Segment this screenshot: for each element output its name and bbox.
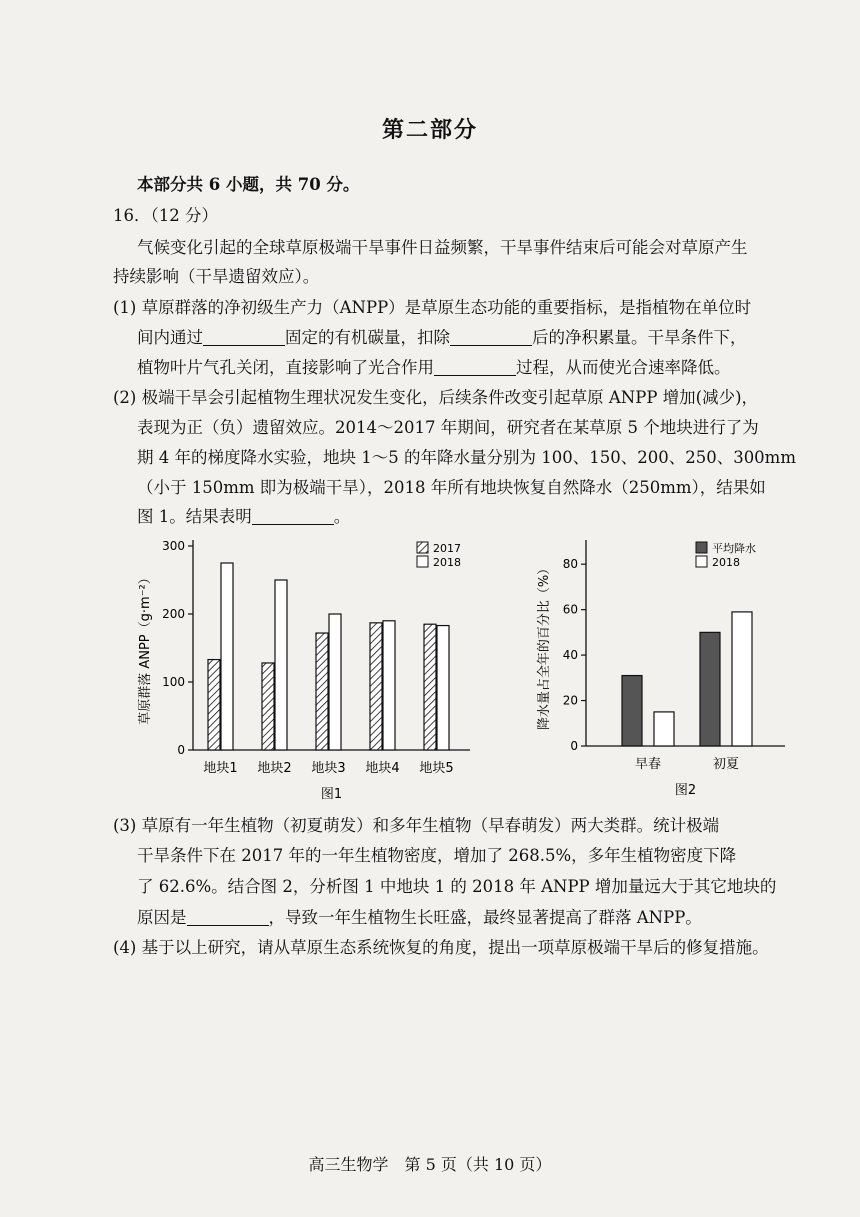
legend-label-平均降水: 平均降水 bbox=[712, 542, 756, 555]
y-axis-label: 降水量占全年的百分比（%） bbox=[537, 561, 552, 731]
part3-text-a: 原因是 bbox=[137, 908, 187, 927]
y-tick-label: 200 bbox=[162, 607, 185, 621]
bar-平均降水-早春 bbox=[622, 676, 642, 746]
bar-2018-地块1 bbox=[221, 563, 233, 750]
part3-line-3: 了 62.6%。结合图 2，分析图 1 中地块 1 的 2018 年 ANPP 增加量远大于其它地块的 bbox=[137, 877, 777, 896]
x-tick-label: 早春 bbox=[634, 757, 662, 772]
section-title: 第二部分 bbox=[381, 117, 478, 143]
x-tick-label: 地块5 bbox=[419, 761, 454, 776]
y-tick-label: 40 bbox=[562, 648, 578, 663]
bar-2018-地块5 bbox=[437, 626, 449, 750]
bar-2017-地块2 bbox=[262, 663, 274, 750]
part2-line-1: (2) 极端干旱会引起植物生理状况发生变化，后续条件改变引起草原 ANPP 增加(减少)， bbox=[113, 388, 759, 407]
intro-line-1: 气候变化引起的全球草原极端干旱事件日益频繁，干旱事件结束后可能会对草原产生 bbox=[137, 238, 748, 257]
bar-2018-早春 bbox=[654, 712, 674, 746]
legend-label-2018: 2018 bbox=[433, 556, 461, 569]
part1-text-a: 间内通过 bbox=[137, 328, 203, 347]
part4-line-1: (4) 基于以上研究，请从草原生态系统恢复的角度，提出一项草原极端干旱后的修复措施。 bbox=[113, 938, 769, 957]
x-tick-label: 初夏 bbox=[712, 757, 740, 772]
section-intro: 本部分共 6 小题，共 70 分。 bbox=[137, 175, 360, 194]
x-tick-label: 地块2 bbox=[257, 761, 292, 776]
bar-2018-地块2 bbox=[275, 580, 287, 750]
bar-2017-地块5 bbox=[424, 624, 436, 750]
bar-2017-地块1 bbox=[208, 660, 220, 750]
bar-2018-地块3 bbox=[329, 614, 341, 750]
x-tick-label: 地块4 bbox=[365, 761, 400, 776]
legend-label-2017: 2017 bbox=[433, 542, 461, 555]
legend-swatch-2017 bbox=[417, 542, 428, 553]
figure-title: 图1 bbox=[320, 787, 343, 802]
part1-text-e: 过程，从而使光合速率降低。 bbox=[516, 358, 731, 377]
y-tick-label: 20 bbox=[562, 693, 578, 708]
answer-blank-4[interactable] bbox=[252, 506, 334, 525]
answer-blank-1[interactable] bbox=[203, 327, 285, 346]
legend-label-2018: 2018 bbox=[712, 556, 740, 569]
part3-text-b: ，导致一年生植物生长旺盛，最终显著提高了群落 ANPP。 bbox=[268, 908, 702, 927]
figure-title: 图2 bbox=[674, 783, 697, 798]
part1-line-1: (1) 草原群落的净初级生产力（ANPP）是草原生态功能的重要指标，是指植物在单位时 bbox=[113, 298, 752, 317]
bar-2017-地块3 bbox=[316, 633, 328, 750]
part2-line-3: 期 4 年的梯度降水实验，地块 1～5 的年降水量分别为 100、150、200、250、300mm bbox=[137, 448, 796, 467]
y-tick-label: 0 bbox=[177, 743, 185, 757]
y-tick-label: 100 bbox=[162, 675, 185, 689]
intro-line-2: 持续影响（干旱遗留效应）。 bbox=[113, 267, 320, 286]
y-tick-label: 60 bbox=[562, 602, 578, 617]
part1-text-b: 固定的有机碳量，扣除 bbox=[285, 328, 450, 347]
part1-line-3 bbox=[137, 355, 731, 381]
answer-blank-5[interactable] bbox=[187, 907, 269, 926]
legend-swatch-2018 bbox=[696, 556, 707, 567]
y-axis-label: 草原群落 ANPP（g·m⁻²） bbox=[138, 571, 153, 725]
part2-text-b: 。 bbox=[333, 507, 351, 526]
bar-2018-初夏 bbox=[732, 612, 752, 746]
part3-line-2: 干旱条件下在 2017 年的一年生植物密度，增加了 268.5%，多年生植物密度下降 bbox=[137, 846, 737, 865]
x-tick-label: 地块3 bbox=[311, 761, 346, 776]
y-tick-label: 300 bbox=[162, 539, 185, 553]
y-tick-label: 0 bbox=[570, 739, 578, 753]
figure-1-chart bbox=[135, 532, 475, 812]
answer-blank-2[interactable] bbox=[450, 327, 532, 346]
page-footer: 高三生物学 第 5 页（共 10 页） bbox=[308, 1155, 552, 1174]
x-tick-label: 地块1 bbox=[203, 761, 238, 776]
figure-2-chart bbox=[530, 532, 790, 812]
question-number: 16．（12 分） bbox=[113, 206, 218, 225]
y-tick-label: 80 bbox=[562, 557, 578, 572]
part1-text-d: 植物叶片气孔关闭，直接影响了光合作用 bbox=[137, 358, 434, 377]
legend-swatch-2018 bbox=[417, 556, 428, 567]
part3-line-4 bbox=[137, 905, 702, 931]
bar-2017-地块4 bbox=[370, 623, 382, 750]
part3-line-1: (3) 草原有一年生植物（初夏萌发）和多年生植物（早春萌发）两大类群。统计极端 bbox=[113, 816, 720, 835]
part1-text-c: 后的净积累量。干旱条件下， bbox=[532, 328, 747, 347]
part2-line-2: 表现为正（负）遗留效应。2014～2017 年期间，研究者在某草原 5 个地块进行了为 bbox=[137, 418, 759, 437]
bar-2018-地块4 bbox=[383, 621, 395, 750]
answer-blank-3[interactable] bbox=[434, 357, 516, 376]
legend-swatch-平均降水 bbox=[696, 542, 707, 553]
bar-平均降水-初夏 bbox=[700, 632, 720, 746]
part2-line-5 bbox=[137, 504, 350, 530]
part2-line-4: （小于 150mm 即为极端干旱），2018 年所有地块恢复自然降水（250mm），结果如 bbox=[137, 478, 766, 497]
part1-line-2 bbox=[137, 325, 747, 351]
part2-text-a: 图 1。结果表明 bbox=[137, 507, 252, 526]
